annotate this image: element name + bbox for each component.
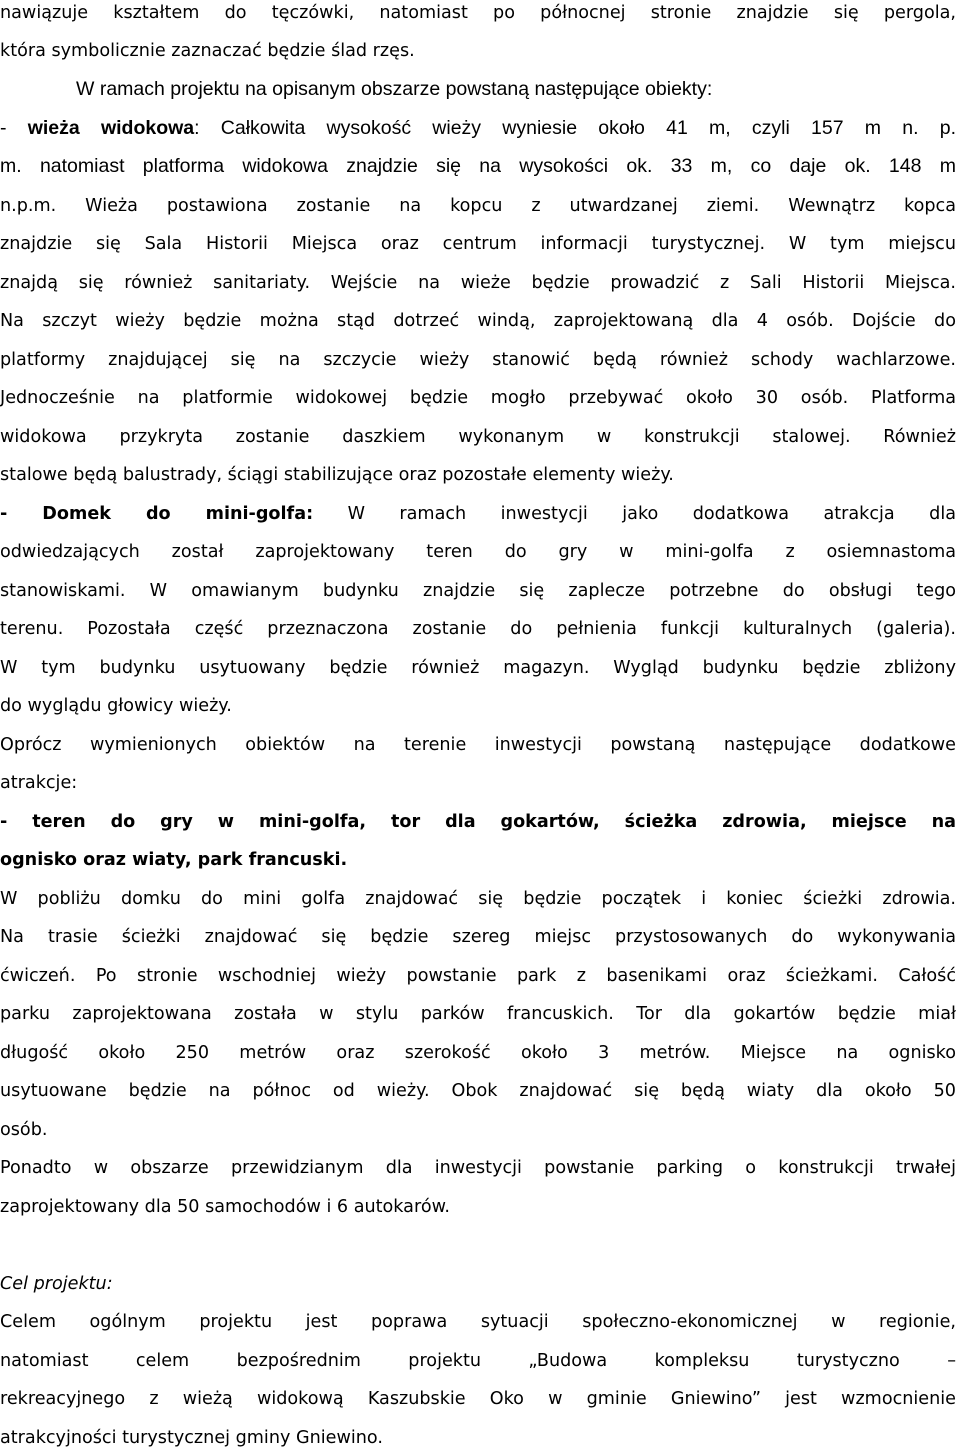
text-run: natomiast celem bezpośrednim projektu „Budowa kompleksu turystyczno – [0, 1351, 956, 1371]
text-run: znajdą się również sanitariaty. Wejście na wieże będzie prowadzić z Sali Historii Miejsca. [0, 273, 956, 293]
text-line [0, 541, 956, 563]
section-heading [0, 1273, 956, 1295]
text-run: odwiedzających został zaprojektowany teren do gry w mini-golfa z osiemnastoma [0, 542, 956, 562]
text-line [0, 310, 956, 332]
text-run: Cel projektu: [0, 1274, 113, 1294]
text-line [0, 580, 956, 602]
text-run: znajdzie się Sala Historii Miejsca oraz centrum informacji turystycznej. W tym miejscu [0, 234, 956, 254]
text-run: Ponadto w obszarze przewidzianym dla inwestycji powstanie parking o konstrukcji trwałej [0, 1158, 956, 1178]
text-line [0, 772, 956, 794]
text-run: rekreacyjnego z wieżą widokową Kaszubskie Oko w gminie Gniewino” jest wzmocnienie [0, 1389, 956, 1409]
bold-text-run: - Domek do mini-golfa: [0, 504, 314, 524]
text-run: Na trasie ścieżki znajdować się będzie szereg miejsc przystosowanych do wykonywania [0, 927, 956, 947]
text-run: : Całkowita wysokość wieży wyniesie około 41 m, czyli 157 m n. p. [194, 117, 956, 139]
text-run: która symbolicznie zaznaczać będzie ślad rzęs. [0, 41, 415, 61]
text-run: W tym budynku usytuowany będzie również magazyn. Wygląd budynku będzie zbliżony [0, 658, 956, 678]
text-line [0, 117, 956, 139]
text-line [0, 1350, 956, 1372]
text-run: stalowe będą balustrady, ściągi stabilizujące oraz pozostałe elementy wieży. [0, 465, 674, 485]
text-line [0, 1311, 956, 1333]
text-line [76, 78, 712, 100]
text-line [0, 195, 956, 217]
text-line [0, 657, 956, 679]
text-run: Na szczyt wieży będzie można stąd dotrzeć windą, zaprojektowaną dla 4 osób. Dojście do [0, 311, 956, 331]
text-run: Celem ogólnym projektu jest poprawa sytuacji społeczno-ekonomicznej w regionie, [0, 1312, 956, 1332]
text-run: do wyglądu głowicy wieży. [0, 696, 232, 716]
text-run: W pobliżu domku do mini golfa znajdować się będzie początek i koniec ścieżki zdrowia. [0, 889, 956, 909]
text-line [0, 1427, 956, 1449]
text-line [0, 1388, 956, 1410]
text-line [0, 618, 956, 640]
text-line [0, 734, 956, 756]
text-run: platformy znajdującej się na szczycie wieży stanowić będą również schody wachlarzowe. [0, 350, 956, 370]
text-run: Jednocześnie na platformie widokowej będzie mogło przebywać około 30 osób. Platforma [0, 388, 956, 408]
text-run: m. natomiast platforma widokowa znajdzie się na wysokości ok. 33 m, co daje ok. 148 m [0, 155, 956, 177]
text-line [0, 1119, 956, 1141]
text-run: usytuowane będzie na północ od wieży. Obok znajdować się będą wiaty dla około 50 [0, 1081, 956, 1101]
text-run: n.p.m. Wieża postawiona zostanie na kopcu z utwardzanej ziemi. Wewnątrz kopca [0, 196, 956, 216]
text-line [0, 464, 956, 486]
text-line [0, 1042, 956, 1064]
text-line [0, 349, 956, 371]
text-line [0, 1196, 956, 1218]
bold-text-run: wieża widokowa [27, 117, 195, 139]
text-run: W ramach inwestycji jako dodatkowa atrakcja dla [313, 504, 956, 524]
text-run: atrakcje: [0, 773, 78, 793]
text-run: ćwiczeń. Po stronie wschodniej wieży powstanie park z basenikami oraz ścieżkami. Całość [0, 966, 956, 986]
bold-text-run: ognisko oraz wiaty, park francuski. [0, 850, 348, 870]
text-run: atrakcyjności turystycznej gminy Gniewino. [0, 1428, 383, 1448]
text-run: W ramach projektu na opisanym obszarze powstaną następujące obiekty: [76, 78, 713, 100]
text-line [0, 387, 956, 409]
text-run: stanowiskami. W omawianym budynku znajdzie się zaplecze potrzebne do obsługi tego [0, 581, 956, 601]
text-line [0, 1080, 956, 1102]
text-line [0, 849, 956, 871]
text-run: nawiązuje kształtem do tęczówki, natomiast po północnej stronie znajdzie się pergola, [0, 3, 956, 23]
text-run: długość około 250 metrów oraz szerokość około 3 metrów. Miejsce na ognisko [0, 1043, 956, 1063]
text-run: Oprócz wymienionych obiektów na terenie inwestycji powstaną następujące dodatkowe [0, 735, 956, 755]
text-line [0, 926, 956, 948]
text-run: osób. [0, 1120, 48, 1140]
text-line [0, 233, 956, 255]
text-run: zaprojektowany dla 50 samochodów i 6 autokarów. [0, 1197, 450, 1217]
text-line [0, 2, 956, 24]
bold-text-run: - teren do gry w mini-golfa, tor dla gokartów, ścieżka zdrowia, miejsce na [0, 812, 956, 832]
text-run: parku zaprojektowana została w stylu parków francuskich. Tor dla gokartów będzie miał [0, 1004, 956, 1024]
text-line [0, 155, 956, 177]
text-line [0, 426, 956, 448]
text-line [0, 40, 956, 62]
text-line [0, 695, 956, 717]
text-line [0, 503, 956, 525]
text-run: terenu. Pozostała część przeznaczona zostanie do pełnienia funkcji kulturalnych (galeria). [0, 619, 956, 639]
text-line [0, 272, 956, 294]
text-line [0, 888, 956, 910]
text-line [0, 1157, 956, 1179]
text-line [0, 811, 956, 833]
text-run: widokowa przykryta zostanie daszkiem wykonanym w konstrukcji stalowej. Również [0, 427, 956, 447]
text-line [0, 965, 956, 987]
text-line [0, 1003, 956, 1025]
text-run: - [0, 117, 28, 139]
